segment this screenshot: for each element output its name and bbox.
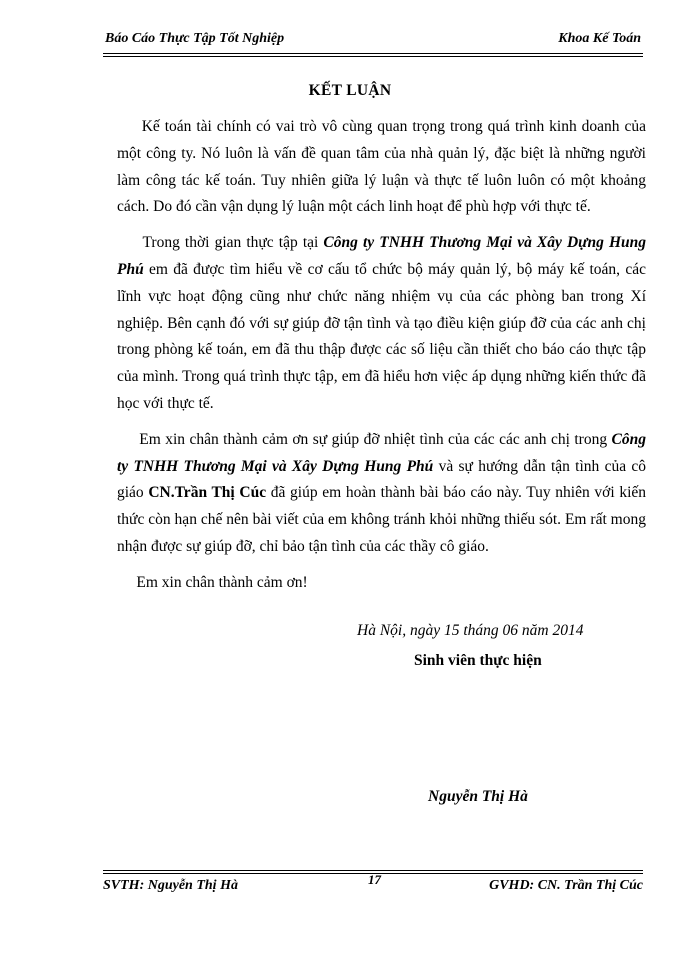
paragraph-2-lead: Trong thời gian thực tập tại — [142, 234, 324, 252]
paragraph-3-mid: và sự hướng dẫn tận tình của cô giáo — [117, 457, 646, 502]
company-name: Công ty TNHH Thương Mại và Xây Dựng Hung Phú — [117, 430, 646, 475]
header-divider — [103, 53, 643, 57]
paragraph-4 — [117, 570, 646, 597]
conclusion-body — [117, 114, 646, 606]
paragraph-3 — [117, 427, 646, 561]
paragraph-1 — [117, 114, 646, 221]
paragraph-2-rest: em đã được tìm hiểu về cơ cấu tổ chức bộ máy quản lý, bộ máy kế toán, các lĩnh vực hoạt động cũng như chức năng nhiệm vụ của các phòng ban trong Xí nghiệp. Bên cạnh đó với sự giúp đỡ tận tình và tạo điều kiện giúp đỡ của các anh chị trong phòng kế toán, em đã thu thập được các số liệu cần thiết cho báo cáo thực tập của mình. Trong quá trình thực tập, em đã hiểu hơn việc áp dụng những kiến thức đã học với thực tế. — [117, 260, 646, 412]
page-number: 17 — [368, 872, 381, 887]
footer-student: SVTH: Nguyễn Thị Hà — [103, 878, 238, 893]
paragraph-2 — [117, 230, 646, 418]
header-department: Khoa Kế Toán — [558, 31, 641, 46]
teacher-name: CN.Trần Thị Cúc — [148, 484, 267, 502]
paragraph-1-text: Kế toán tài chính có vai trò vô cùng quan trọng trong quá trình kinh doanh của một công ty. Nó luôn là vấn đề quan tâm của nhà quản lý, đặc biệt là những người làm công tác kế toán. Tuy nhiên giữa lý luận và thực tế luôn luôn có một khoảng cách. Do đó cần vận dụng lý luận một cách linh hoạt để phù hợp với thực tế. — [117, 118, 646, 216]
signature-name: Nguyễn Thị Hà — [428, 788, 528, 805]
paragraph-3-rest: đã giúp em hoàn thành bài báo cáo này. Tuy nhiên với kiến thức còn hạn chế nên bài viết của em không tránh khỏi những thiếu sót. Em rất mong nhận được sự giúp đỡ, chỉ bảo tận tình của các thầy cô giáo. — [117, 484, 647, 555]
signature-date: Hà Nội, ngày 15 tháng 06 năm 2014 — [357, 622, 584, 639]
page-title: KẾT LUẬN — [308, 82, 392, 99]
paragraph-4-text: Em xin chân thành cảm ơn! — [136, 573, 308, 591]
page-footer — [103, 872, 643, 900]
footer-advisor: GVHD: CN. Trần Thị Cúc — [489, 878, 643, 893]
header-report-title: Báo Cáo Thực Tập Tốt Nghiệp — [105, 31, 285, 46]
signature-role: Sinh viên thực hiện — [414, 652, 542, 669]
paragraph-3-lead: Em xin chân thành cảm ơn sự giúp đỡ nhiệt tình của các các anh chị trong — [139, 430, 612, 448]
company-name: Công ty TNHH Thương Mại và Xây Dựng Hung Phú — [117, 234, 646, 278]
page-header — [103, 31, 643, 53]
